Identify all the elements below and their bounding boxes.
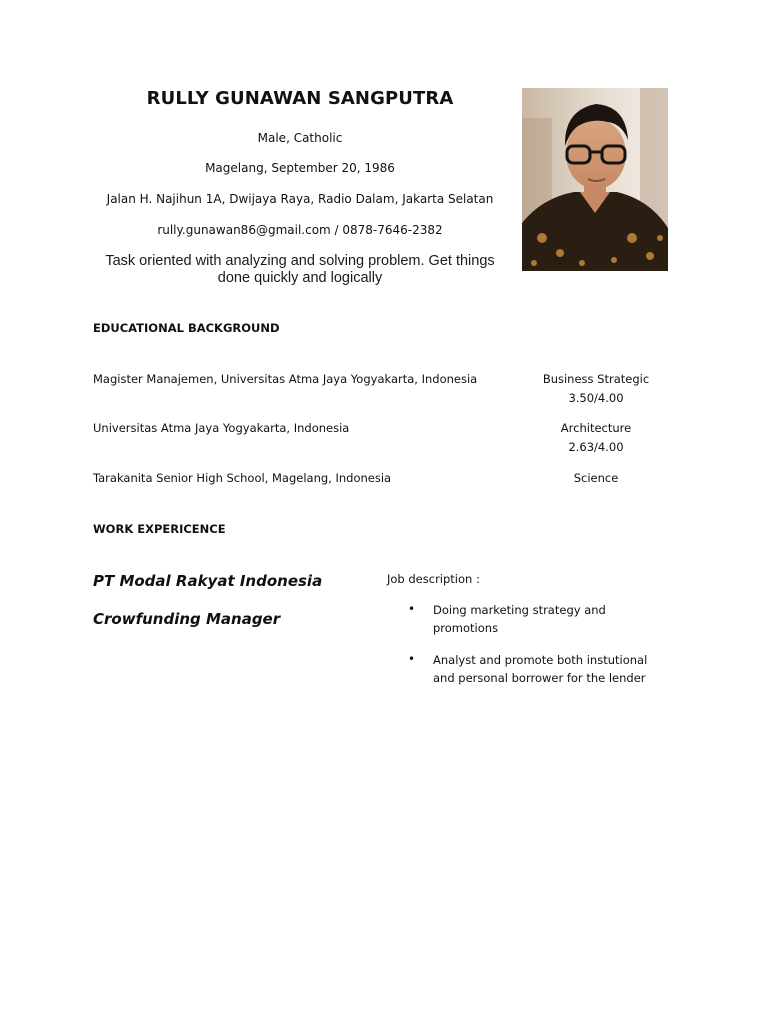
address: Jalan H. Najihun 1A, Dwijaya Raya, Radio Dalam, Jakarta Selatan (106, 192, 494, 206)
job-bullet (433, 601, 663, 637)
job-bullet (433, 651, 663, 687)
education-detail (524, 419, 668, 457)
education-major: Architecture (560, 421, 632, 435)
job-bullet-line: and personal borrower for the lender (433, 671, 646, 685)
summary (93, 253, 507, 287)
gender-religion: Male, Catholic (257, 131, 343, 145)
education-school: Magister Manajemen, Universitas Atma Jaya Yogyakarta, Indonesia (93, 372, 478, 386)
education-detail (524, 469, 668, 488)
contact-info: rully.gunawan86@gmail.com / 0878-7646-2382 (157, 223, 443, 237)
company-name: PT Modal Rakyat Indonesia (93, 572, 323, 590)
education-detail (524, 370, 668, 408)
education-school: Universitas Atma Jaya Yogyakarta, Indonesia (93, 421, 350, 435)
position-title: Crowfunding Manager (93, 610, 281, 628)
education-section-title: EDUCATIONAL BACKGROUND (93, 321, 280, 335)
profile-photo (522, 88, 668, 271)
birth-info: Magelang, September 20, 1986 (205, 161, 395, 175)
bullet-icon: • (408, 652, 416, 666)
education-school: Tarakanita Senior High School, Magelang, Indonesia (93, 471, 392, 485)
job-bullet-line: Doing marketing strategy and (433, 603, 606, 617)
education-major: Science (573, 471, 619, 485)
education-major: Business Strategic (542, 372, 650, 386)
job-description-label: Job description : (387, 572, 480, 586)
work-section-title: WORK EXPERICENCE (93, 522, 226, 536)
summary-line-2: done quickly and logically (217, 270, 383, 286)
summary-line-1: Task oriented with analyzing and solving problem. Get things (105, 253, 495, 269)
education-gpa: 2.63/4.00 (568, 440, 624, 454)
education-gpa: 3.50/4.00 (568, 391, 624, 405)
resume-name: RULLY GUNAWAN SANGPUTRA (146, 88, 454, 109)
bullet-icon: • (408, 602, 416, 616)
job-bullet-line: Analyst and promote both instutional (433, 653, 648, 667)
job-bullet-line: promotions (433, 621, 499, 635)
